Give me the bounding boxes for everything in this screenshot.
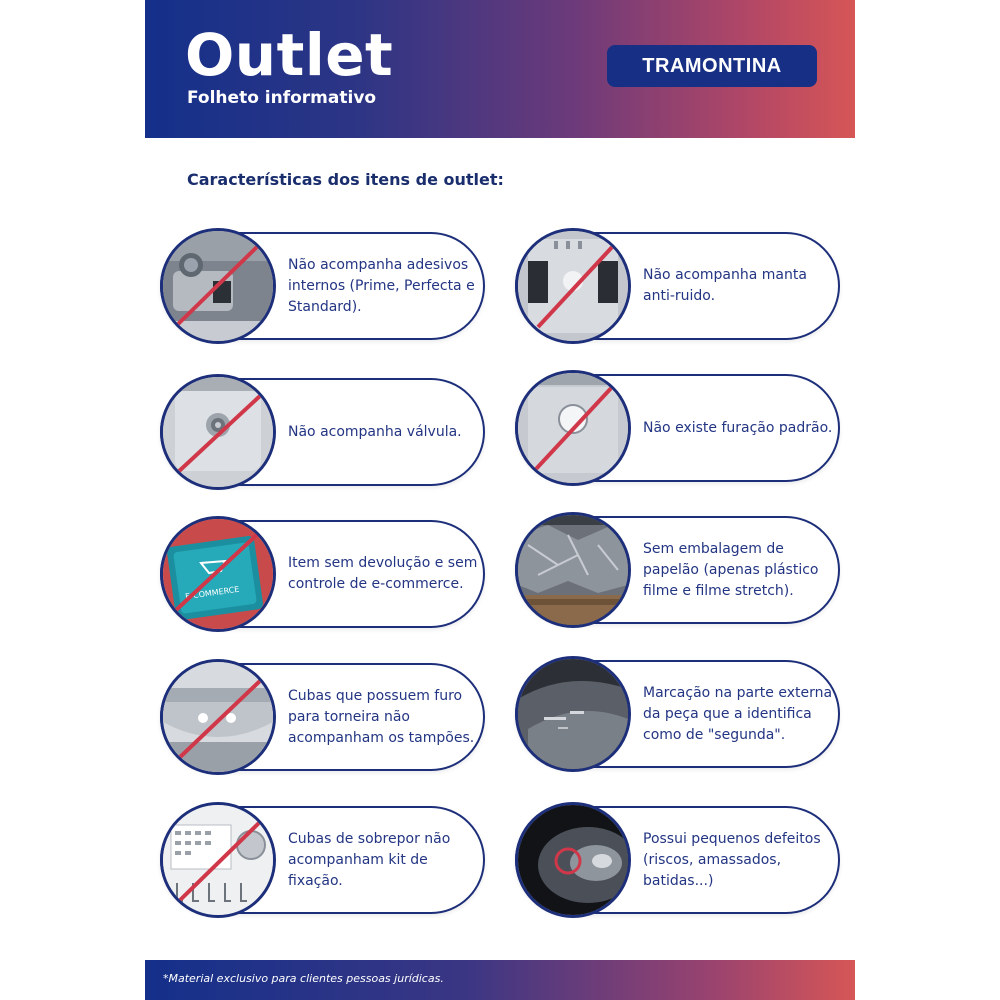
page-subtitle: Folheto informativo — [187, 88, 377, 108]
card-text: Não acompanha manta anti-ruido. — [643, 267, 807, 304]
flyer — [145, 0, 855, 1000]
fixing-kit-crossed-icon — [160, 802, 276, 918]
section-title: Características dos itens de outlet: — [187, 170, 504, 189]
sink-pad-crossed-icon — [515, 228, 631, 344]
sink-sticker-crossed-icon — [160, 228, 276, 344]
card-text: Sem embalagem de papelão (apenas plástico filme e filme stretch). — [643, 540, 819, 599]
feature-card — [515, 516, 840, 624]
card-text: Não existe furação padrão. — [643, 419, 833, 436]
page-title: Outlet — [185, 21, 394, 89]
feature-card — [160, 806, 485, 914]
card-text: Não acompanha válvula. — [288, 423, 462, 440]
svg-text:E-COMMERCE: E-COMMERCE — [184, 584, 240, 602]
feature-card — [515, 806, 840, 914]
plastic-wrap-icon — [515, 512, 631, 628]
footer-note: *Material exclusivo para clientes pessoas jurídicas. — [163, 972, 444, 985]
feature-card — [160, 378, 485, 486]
surface-mark-icon — [515, 656, 631, 772]
card-text: Cubas de sobrepor não acompanham kit de fixação. — [288, 830, 451, 889]
card-text: Não acompanha adesivos internos (Prime, Perfecta e Standard). — [288, 256, 475, 315]
card-text: Marcação na parte externa da peça que a identifica como de "segunda". — [643, 684, 833, 743]
drain-valve-crossed-icon — [160, 374, 276, 490]
feature-card — [515, 374, 840, 482]
dent-defect-icon — [515, 802, 631, 918]
feature-card — [515, 660, 840, 768]
ecommerce-tablet-crossed-icon — [160, 516, 276, 632]
footer-banner — [145, 960, 855, 1000]
feature-card — [160, 232, 485, 340]
sink-hole-crossed-icon — [515, 370, 631, 486]
header-banner — [145, 0, 855, 138]
feature-card — [515, 232, 840, 340]
brand-logo: TRAMONTINA — [607, 45, 817, 87]
feature-card — [160, 663, 485, 771]
card-text: Cubas que possuem furo para torneira não acompanham os tampões. — [288, 687, 475, 746]
feature-card — [160, 520, 485, 628]
card-text: Item sem devolução e sem controle de e-commerce. — [288, 555, 478, 592]
card-text: Possui pequenos defeitos (riscos, amassados, batidas...) — [643, 830, 821, 889]
faucet-plug-crossed-icon — [160, 659, 276, 775]
